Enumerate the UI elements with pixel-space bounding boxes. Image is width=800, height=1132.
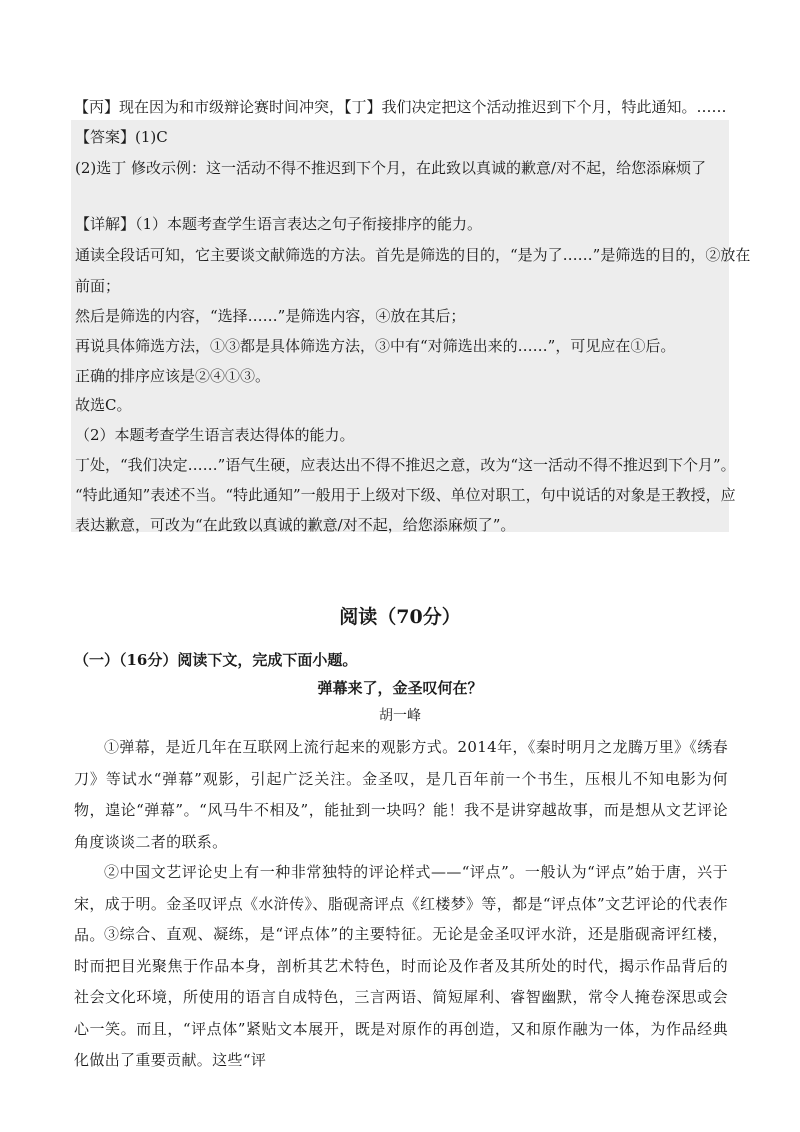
detail-line: 丁处，“我们决定……”语气生硬，应表达出不得不推迟之意，改为“这一活动不得不推迟到下个月”。 <box>75 456 736 474</box>
detail-line: （2）本题考查学生语言表达得体的能力。 <box>75 426 355 444</box>
detail-line: 表达歉意，可改为“在此致以真诚的歉意/对不起，给您添麻烦了”。 <box>75 516 516 534</box>
paragraph-text: ②中国文艺评论史上有一种非常独特的评论样式——“评点”。一般认为“评点”始于唐，兴于宋，成于明。金圣叹评点《水浒传》、脂砚斋评点《红楼梦》等，都是“评点体”文艺评论的代表作品。 <box>74 863 728 944</box>
paragraph-text: ③综合、直观、凝练，是“评点体”的主要特征。无论是金圣叹评水浒，还是脂砚斋评红楼，时而把目光聚焦于作品本身，剖析其艺术特色，时而论及作者及其所处的时代，揭示作品背后的社会文化环境，所使用的语言自成特色，三言两语、简短犀利、睿智幽默，常令人掩卷深思或会心一笑。而且，“评点体”紧贴文本展开，既是对原作的再创造，又和原作融为一体，为作品经典化做出了重要贡献。这些“评 <box>74 925 728 1069</box>
paragraph-text: ①弹幕，是近几年在互联网上流行起来的观影方式。2014年，《秦时明月之龙腾万里》《绣春刀》等试水“弹幕”观影，引起广泛关注。金圣叹，是几百年前一个书生，压根儿不知电影为何物，遑论“弹幕”。“风马牛不相及”，能扯到一块吗？能！我不是讲穿越故事，而是想从文艺评论角度谈谈二者的联系。 <box>74 738 728 851</box>
detail-line: 【详解】（1）本题考查学生语言表达之句子衔接排序的能力。 <box>75 215 483 233</box>
detail-line: 再说具体筛选方法，①③都是具体筛选方法，③中有“对筛选出来的……”，可见应在①后。 <box>75 337 676 355</box>
detail-line: 通读全段话可知，它主要谈文献筛选的方法。首先是筛选的目的，“是为了……”是筛选的目的，②放在 <box>75 246 751 264</box>
section-subheading: （一）（16分）阅读下文，完成下面小题。 <box>74 651 358 669</box>
prior-question-line: 【丙】现在因为和市级辩论赛时间冲突，【丁】我们决定把这个活动推迟到下个月，特此通知。…… <box>74 98 727 116</box>
detail-line: “特此通知”表述不当。“特此通知”一般用于上级对下级、单位对职工，句中说话的对象是王教授，应 <box>75 486 736 504</box>
detail-line: 前面； <box>75 277 121 295</box>
detail-line: 正确的排序应该是②④①③。 <box>75 367 271 385</box>
answer-revision-line: (2)选丁 修改示例：这一活动不得不推迟到下个月，在此致以真诚的歉意/对不起，给您添麻烦了 <box>75 159 707 177</box>
article-paragraph <box>74 919 728 1077</box>
section-heading: 阅读（70分） <box>339 606 461 628</box>
article-paragraph <box>74 732 728 858</box>
article-author: 胡一峰 <box>379 708 421 724</box>
detail-line: 然后是筛选的内容，“选择……”是筛选内容，④放在其后； <box>75 307 466 325</box>
article-title: 弹幕来了，金圣叹何在？ <box>317 679 483 697</box>
detail-line: 故选C。 <box>75 396 132 414</box>
answer-line: 【答案】(1)C <box>75 128 168 146</box>
